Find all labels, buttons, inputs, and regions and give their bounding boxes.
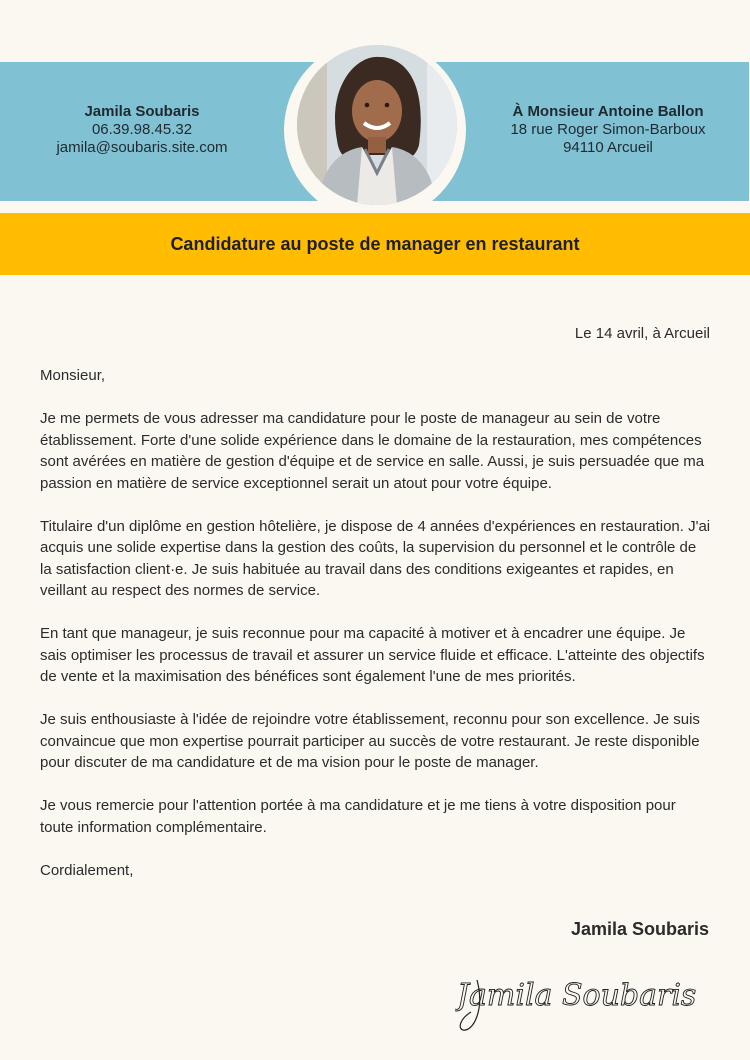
portrait-illustration [297, 45, 457, 205]
signature-text: Jamila Soubaris [457, 978, 697, 1013]
paragraph: En tant que manageur, je suis reconnue pour ma capacité à motiver et à encadrer une équipe. Je sais optimiser les processus de travail et assurer un service fluide et efficace. L'atteinte des objectifs de vente et la maximisation des bénéfices sont également l'une de mes priorités. [40, 625, 705, 685]
title-band [0, 213, 750, 275]
sender-block [12, 103, 272, 157]
sender-phone: 06.39.98.45.32 [91, 121, 193, 138]
paragraph: Je me permets de vous adresser ma candidature pour le poste de manageur au sein de votre établissement. Forte d'une solide expérience dans le domaine de la restauration, mes compétences sont avérées en matière de gestion d'équipe et de service en salle. Aussi, je suis persuadée que ma passion en matière de service exceptionnel serait un atout pour votre équipe. [40, 410, 705, 492]
recipient-block [478, 103, 738, 157]
letter-title: Candidature au poste de manager en restaurant [170, 233, 580, 254]
recipient-address-line1: 18 rue Roger Simon-Barboux [510, 121, 706, 138]
paragraph: Je suis enthousiaste à l'idée de rejoindre votre établissement, reconnu pour son excellence. Je suis convaincue que mon expertise pourrait participer au succès de votre restaurant. Je reste disponible pour discuter de ma candidature et de ma vision pour le poste de manager. [40, 711, 700, 771]
date-place: Le 14 avril, à Arcueil [574, 325, 710, 342]
sender-email: jamila@soubaris.site.com [56, 139, 228, 156]
salutation: Monsieur, [40, 367, 106, 384]
handwritten-signature [455, 960, 725, 1040]
recipient-address-line2: 94110 Arcueil [563, 139, 653, 156]
paragraph: Je vous remercie pour l'attention portée à ma candidature et je me tiens à votre disposition pour toute information complémentaire. [40, 797, 676, 836]
signature-name: Jamila Soubaris [570, 919, 709, 939]
recipient-name: À Monsieur Antoine Ballon [512, 103, 704, 120]
sender-name: Jamila Soubaris [84, 103, 200, 120]
letter-body [40, 365, 712, 903]
closing: Cordialement, [40, 861, 134, 879]
paragraph: Titulaire d'un diplôme en gestion hôtelière, je dispose de 4 années d'expériences en restauration. J'ai acquis une solide expertise dans la gestion des coûts, la supervision du personnel et le contrôle de la satisfaction client·e. Je suis habituée au travail dans des conditions exigeantes et rapides, en veillant au respect des normes de service. [40, 517, 711, 599]
profile-photo [297, 45, 457, 205]
